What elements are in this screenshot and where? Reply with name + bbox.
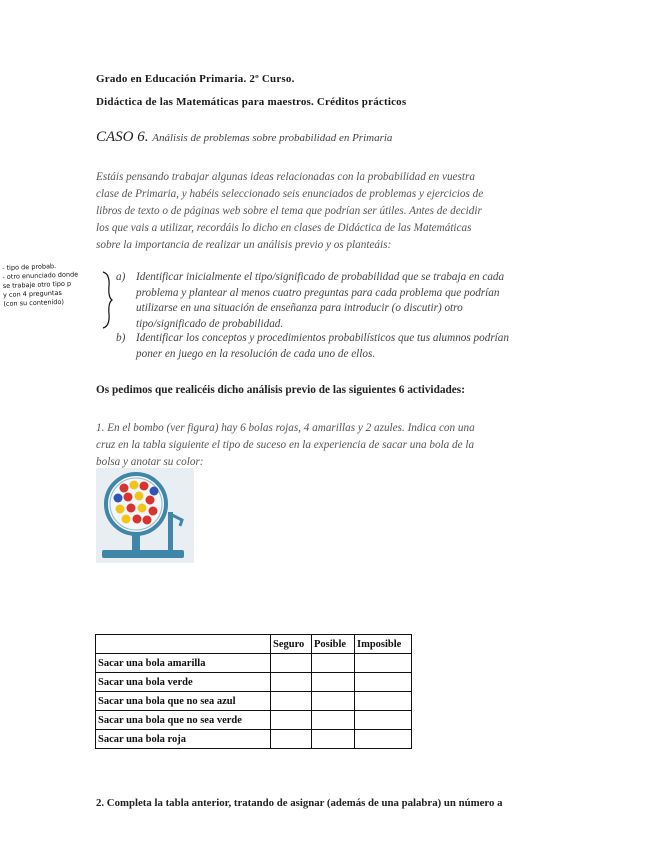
task-a-text [136,270,570,332]
task-b-line: poner en juego en la resolución de cada uno de ellos. [136,347,376,360]
table-cell[interactable] [355,730,412,749]
lottery-drum-image [96,468,194,563]
note-line: (con su contenido) [3,297,65,308]
table-cell[interactable] [271,692,312,711]
table-cell[interactable] [271,730,312,749]
table-row-label: Sacar una bola que no sea verde [96,711,271,730]
task-b-text [136,331,570,362]
note-line: se trabaje otro tipo p [2,279,72,290]
note-line: - tipo de probab. [2,262,57,272]
table-cell[interactable] [355,692,412,711]
intro-paragraph [96,169,570,254]
task-a-line: problema y plantear al menos cuatro preguntas para cada problema que podrían [136,286,500,299]
table-cell[interactable] [312,730,355,749]
table-row [96,692,412,711]
activity-1-line: 1. En el bombo (ver figura) hay 6 bolas rojas, 4 amarillas y 2 azules. Indica con una [96,422,475,434]
table-cell[interactable] [271,711,312,730]
table-row [96,711,412,730]
request-line: Os pedimos que realicéis dicho análisis previo de las siguientes 6 actividades: [96,384,465,396]
table-cell[interactable] [312,711,355,730]
intro-line: Estáis pensando trabajar algunas ideas relacionadas con la probabilidad en vuestra [96,171,475,183]
activity-1-line: cruz en la tabla siguiente el tipo de suceso en la experiencia de sacar una bola de la [96,439,475,451]
table-cell[interactable] [312,673,355,692]
note-line: y con 4 preguntas [2,288,62,299]
table-row [96,730,412,749]
note-brace [100,270,114,330]
activity-1 [96,420,570,471]
table-header-cell: Seguro [271,635,312,654]
table-header-cell: Imposible [355,635,412,654]
activity-2: 2. Completa la tabla anterior, tratando de asignar (además de una palabra) un número a [96,797,503,809]
table-header-cell [96,635,271,654]
table-cell[interactable] [312,654,355,673]
task-a [116,270,570,334]
table-cell[interactable] [355,711,412,730]
table-row-label: Sacar una bola que no sea azul [96,692,271,711]
table-row-label: Sacar una bola amarilla [96,654,271,673]
table-header-cell: Posible [312,635,355,654]
table-row-label: Sacar una bola roja [96,730,271,749]
table-cell[interactable] [355,654,412,673]
header-course: Grado en Educación Primaria. 2º Curso. [96,73,295,85]
table-row [96,654,412,673]
activity-1-line: bolsa y anotar su color: [96,456,204,468]
intro-line: clase de Primaria, y habéis seleccionado seis enunciados de problemas y ejercicios de [96,188,484,200]
table-cell[interactable] [271,673,312,692]
task-b-line: Identificar los conceptos y procedimientos probabilísticos que tus alumnos podrían [136,332,509,344]
task-b [116,331,570,363]
table-cell[interactable] [312,692,355,711]
task-a-line: Identificar inicialmente el tipo/significado de probabilidad que se trabaja en cada [136,271,505,283]
handwritten-note [2,260,112,309]
note-line: - otro enunciado donde [2,270,79,281]
header-subject: Didáctica de las Matemáticas para maestros. Créditos prácticos [96,96,407,108]
table-cell[interactable] [355,673,412,692]
task-a-line: utilizarse en una situación de enseñanza para introducir (o discutir) otro [136,302,463,314]
table-header-row [96,635,412,654]
table-row-label: Sacar una bola verde [96,673,271,692]
task-b-label: b) [116,332,126,344]
case-label: CASO 6. [96,129,149,145]
intro-line: libros de texto o de páginas web sobre el tema que podrían ser útiles. Antes de decidir [96,205,482,217]
task-a-line: tipo/significado de probabilidad. [136,317,284,330]
case-subtitle: Análisis de problemas sobre probabilidad en Primaria [152,132,393,144]
table-row [96,673,412,692]
task-a-label: a) [116,271,126,283]
table-cell[interactable] [271,654,312,673]
case-title [96,129,392,146]
intro-line: sobre la importancia de realizar un análisis previo y os planteáis: [96,239,392,251]
intro-line: los que vais a utilizar, recordáis lo dicho en clases de Didáctica de las Matemáticas [96,222,472,234]
events-table [95,634,412,749]
